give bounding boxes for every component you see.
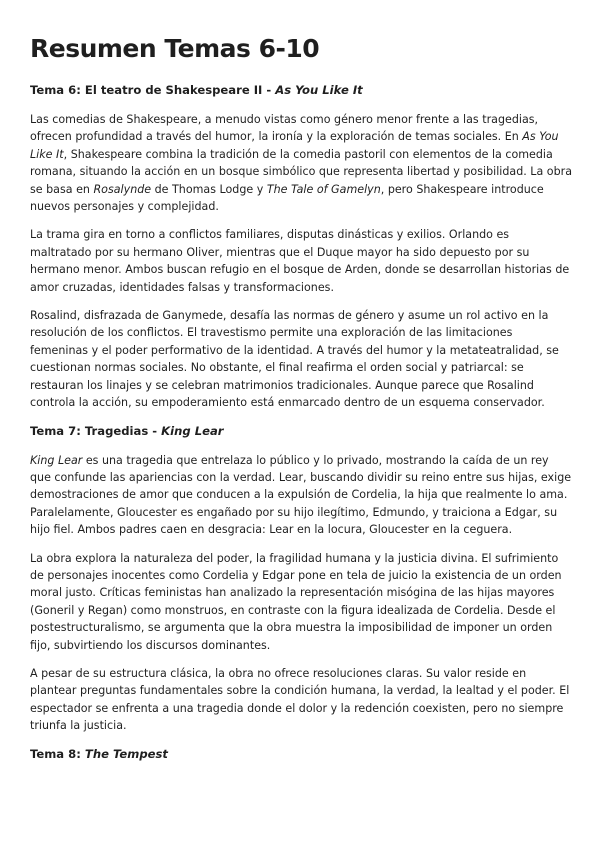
paragraph: [30, 550, 572, 654]
page-title: Resumen Temas 6-10: [30, 34, 320, 63]
italic-title: Rosalynde: [93, 182, 152, 196]
heading-prefix: Tema 8:: [30, 746, 85, 761]
heading-work-title: King Lear: [161, 423, 224, 438]
section-heading-tema-8: [30, 746, 572, 763]
text-run: La obra explora la naturaleza del poder, la fragilidad humana y la justicia divina. El sufrimiento de personajes inocentes como Cordelia y Edgar pone en tela de juicio la existencia de un orden moral justo. Críticas feministas han analizado la representación misógina de las hijas mayores (Goneril y Regan) como monstruos, en contraste con la figura idealizada de Cordelia. Desde el postestructuralismo, se argumenta que la obra muestra la imposibilidad de imponer un orden fijo, subvirtiendo los discursos dominantes.: [30, 551, 562, 652]
paragraph: [30, 226, 572, 296]
paragraph: [30, 665, 572, 735]
paragraph: [30, 111, 572, 215]
paragraph: [30, 452, 572, 539]
heading-work-title: As You Like It: [275, 83, 363, 97]
text-run: , pero Shakespeare introduce nuevos personajes y complejidad.: [30, 182, 544, 214]
section-heading-tema-6: [30, 82, 572, 99]
italic-title: King Lear: [30, 453, 83, 467]
heading-prefix: Tema 7: Tragedias -: [30, 423, 162, 438]
text-run: Rosalind, disfrazada de Ganymede, desafía las normas de género y asume un rol activo en la resolución de los conflictos. El travestismo permite una exploración de las limitaciones femeninas y el poder performativo de la identidad. A través del humor y la metateatralidad, se cuestionan normas sociales. No obstante, el final reafirma el orden social y patriarcal: se restauran los linajes y se celebran matrimonios tradicionales. Aunque parece que Rosalind controla la acción, su empoderamiento está enmarcado dentro de un esquema conservador.: [30, 309, 559, 410]
heading-prefix: Tema 6: El teatro de Shakespeare II -: [30, 83, 276, 97]
section-heading-tema-7: [30, 423, 572, 440]
text-run: es una tragedia que entrelaza lo público y lo privado, mostrando la caída de un rey que confunde las apariencias con la verdad. Lear, buscando dividir su reino entre sus hijas, exige demostraciones de amor que conducen a la expulsión de Cordelia, la hija que realmente lo ama. Paralelamente, Gloucester es engañado por su hijo ilegítimo, Edmundo, y traiciona a Edgar, su hijo fiel. Ambos padres caen en desgracia: Lear en la locura, Gloucester en la ceguera.: [30, 453, 572, 537]
paragraph: [30, 307, 572, 411]
text-run: , Shakespeare combina la tradición de la comedia pastoril con elementos de la comedia romana, situando la acción en un bosque simbólico que representa libertad y posibilidad. La obra se basa en: [30, 147, 573, 196]
italic-title: The Tale of Gamelyn: [266, 182, 381, 196]
text-run: La trama gira en torno a conflictos familiares, disputas dinásticas y exilios. Orlando es maltratado por su hermano Oliver, mientras que el Duque mayor ha sido depuesto por su hermano menor. Ambos buscan refugio en el bosque de Arden, donde se desarrollan historias de amor cruzadas, identidades falsas y transformaciones.: [30, 228, 570, 294]
text-run: de Thomas Lodge y: [151, 182, 267, 196]
heading-work-title: The Tempest: [84, 746, 168, 761]
text-run: Las comedias de Shakespeare, a menudo vistas como género menor frente a las tragedias, ofrecen profundidad a través del humor, la ironía y la exploración de temas sociales. En: [30, 113, 539, 144]
italic-title: As You Like It: [30, 130, 559, 161]
text-run: A pesar de su estructura clásica, la obra no ofrece resoluciones claras. Su valor reside en plantear preguntas fundamentales sobre la condición humana, la verdad, la lealtad y el poder. El espectador se enfrenta a una tragedia donde el dolor y la redención coexisten, pero no siempre triunfa la justicia.: [30, 666, 570, 733]
